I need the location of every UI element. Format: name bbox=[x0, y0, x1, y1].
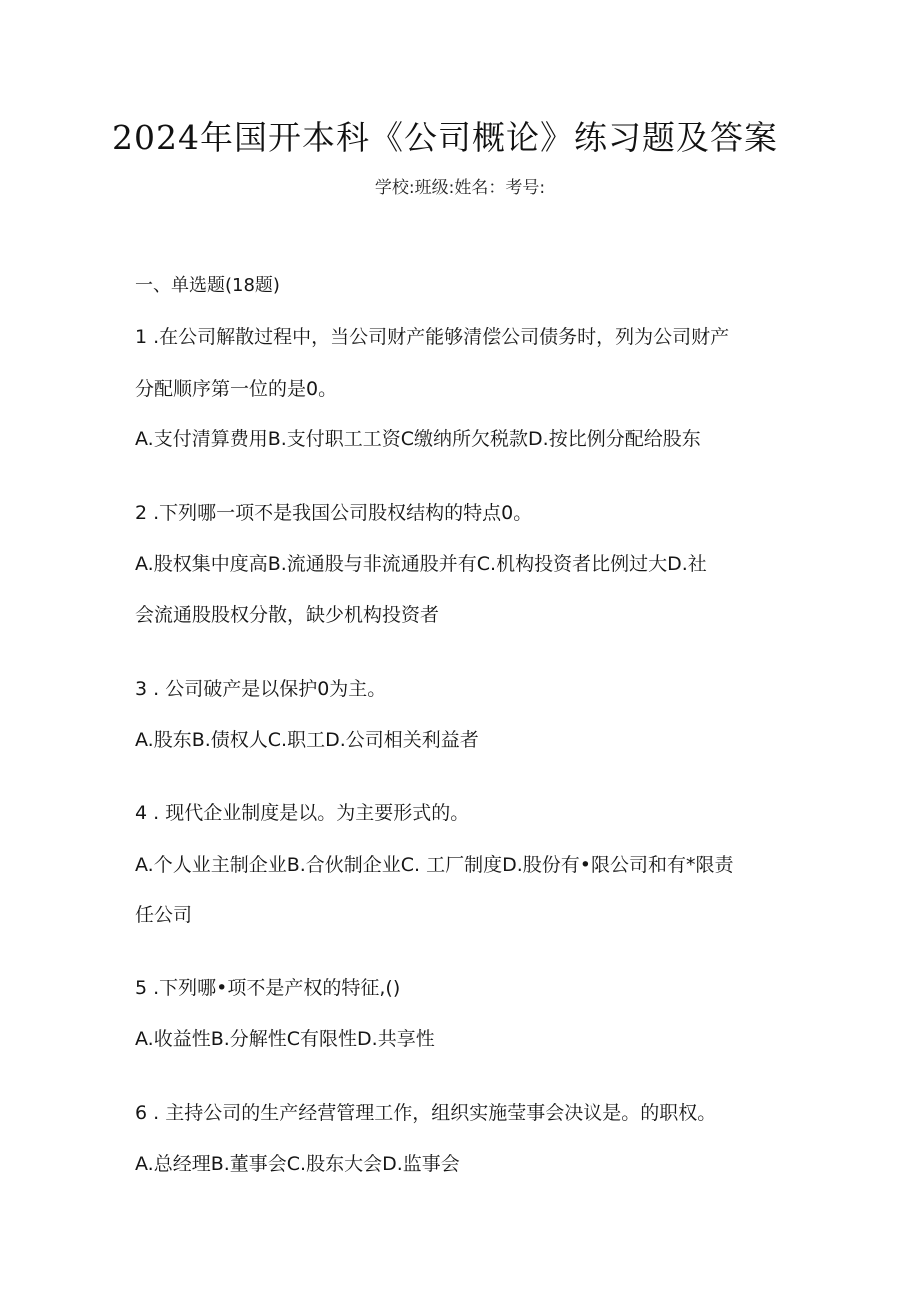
question-5-text: 5 .下列哪•项不是产权的特征,() bbox=[135, 977, 401, 999]
question-6-text: 6 . 主持公司的生产经营管理工作，组织实施莹事会决议是。的职权。 bbox=[135, 1102, 717, 1124]
question-3-text: 3 . 公司破产是以保护0为主。 bbox=[135, 678, 387, 700]
section-heading: 一、单选题(18题) bbox=[135, 275, 280, 296]
document-title: 2024年国开本科《公司概论》练习题及答案 bbox=[112, 118, 778, 157]
question-1-text-line-1: 1 .在公司解散过程中，当公司财产能够清偿公司债务时，列为公司财产 bbox=[135, 326, 730, 348]
question-6-options: A.总经理B.董事会C.股东大会D.监事会 bbox=[135, 1153, 460, 1175]
question-4-text: 4 . 现代企业制度是以。为主要形式的。 bbox=[135, 802, 470, 824]
question-4-options-line-1: A.个人业主制企业B.合伙制企业C. 工厂制度D.股份有•限公司和有*限责 bbox=[135, 854, 734, 876]
document-subtitle: 学校:班级:姓名：考号: bbox=[374, 178, 546, 198]
question-1-text-line-2: 分配顺序第一位的是0。 bbox=[135, 378, 338, 400]
question-4-options-line-2: 任公司 bbox=[135, 904, 193, 926]
question-2-options-line-1: A.股权集中度高B.流通股与非流通股并有C.机构投资者比例过大D.社 bbox=[135, 553, 707, 575]
question-1-options: A.支付清算费用B.支付职工工资C缴纳所欠税款D.按比例分配给股东 bbox=[135, 428, 701, 450]
question-5-options: A.收益性B.分解性C有限性D.共享性 bbox=[135, 1028, 435, 1050]
question-2-text: 2 .下列哪一项不是我国公司股权结构的特点0。 bbox=[135, 502, 533, 524]
question-3-options: A.股东B.债权人C.职工D.公司相关利益者 bbox=[135, 729, 479, 751]
question-2-options-line-2: 会流通股股权分散，缺少机构投资者 bbox=[135, 604, 440, 626]
